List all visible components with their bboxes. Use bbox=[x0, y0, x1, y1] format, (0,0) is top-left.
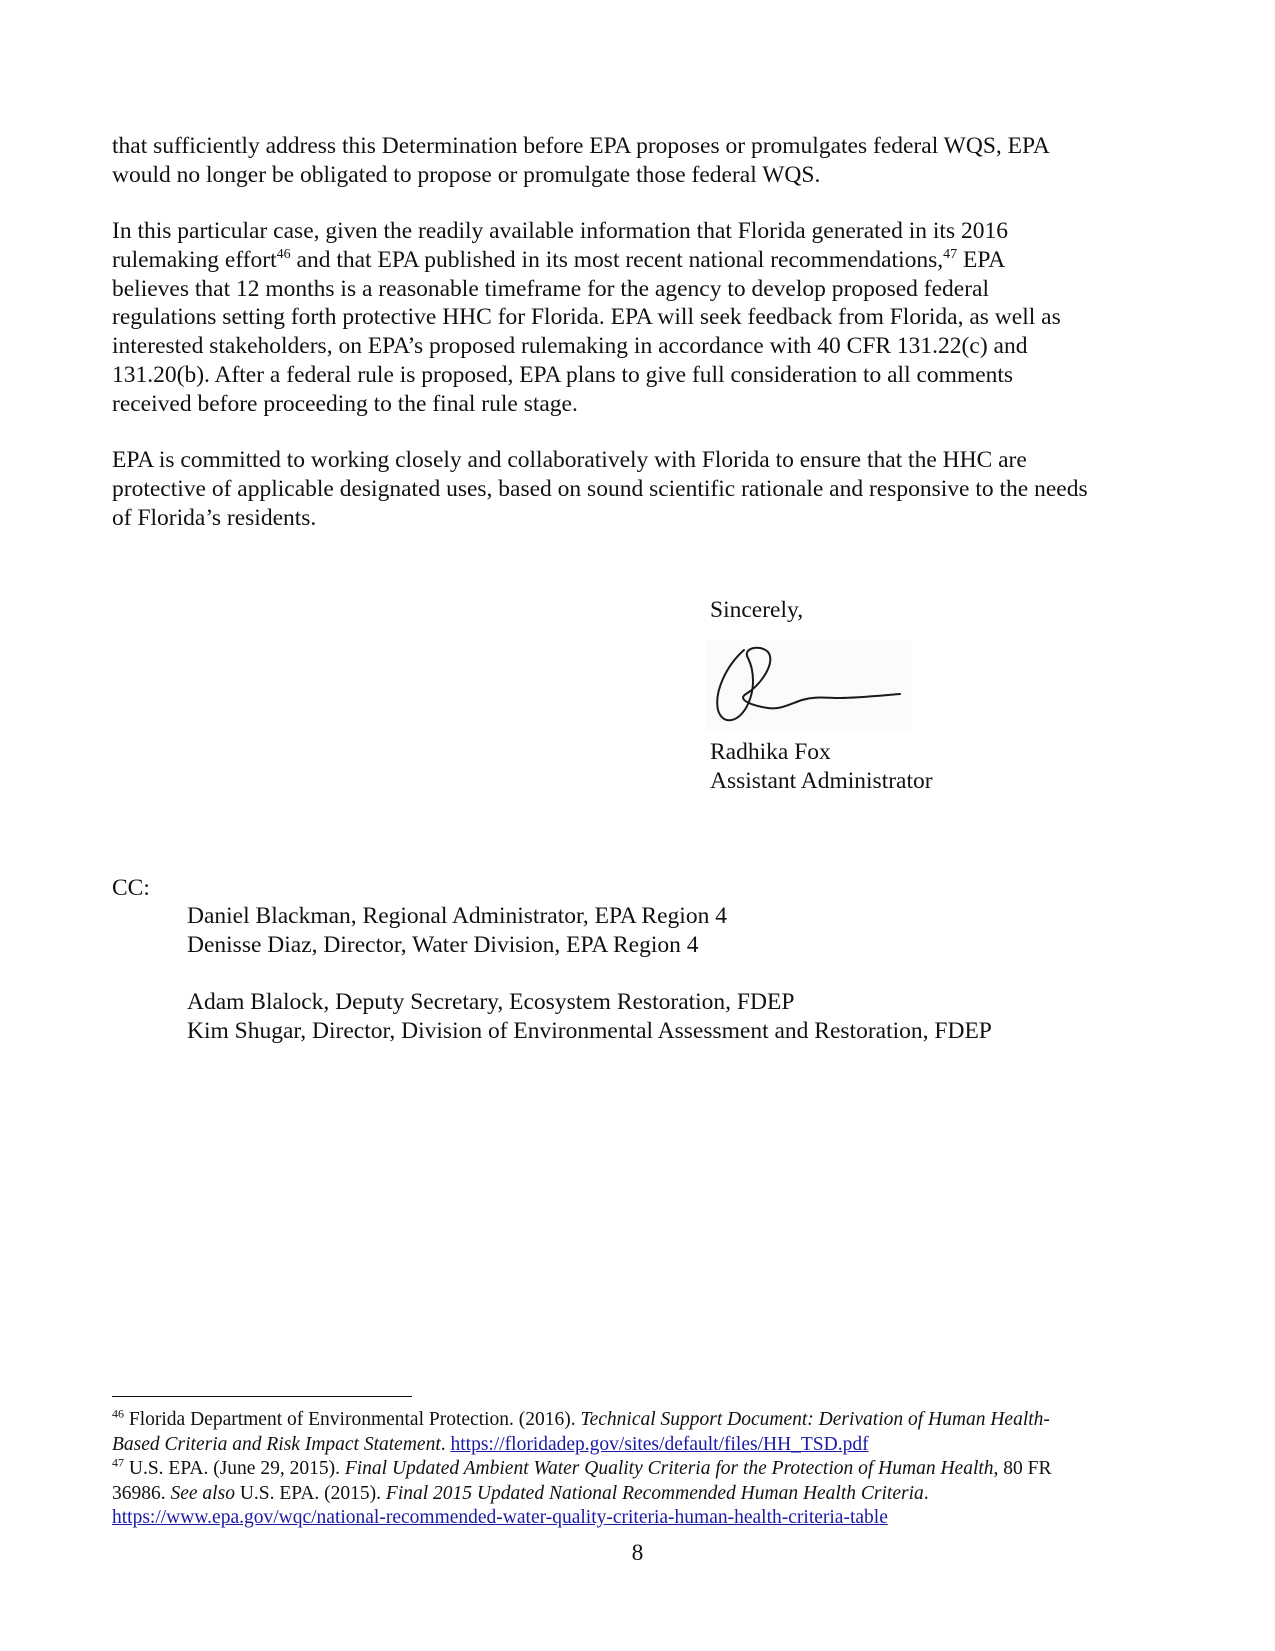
paragraph-continuation bbox=[112, 132, 1172, 190]
footnote-47-line bbox=[112, 1482, 1192, 1507]
text-line: In this particular case, given the readily available information that Florida generated in its 2016 bbox=[112, 218, 1008, 244]
cc-group-fdep bbox=[187, 988, 992, 1046]
cc-label: CC: bbox=[112, 875, 150, 901]
text-line: received before proceeding to the final rule stage. bbox=[112, 390, 578, 417]
footnote-text: U.S. EPA. (June 29, 2015). bbox=[124, 1458, 345, 1479]
text-line: EPA is committed to working closely and collaboratively with Florida to ensure that the HHC are bbox=[112, 447, 1027, 473]
footnote-title: Final 2015 Updated National Recommended Human Health Criteria bbox=[385, 1482, 924, 1504]
footnote-text: , 80 FR bbox=[993, 1458, 1052, 1479]
text-segment: EPA bbox=[957, 246, 1006, 273]
text-line: that sufficiently address this Determination before EPA proposes or promulgates federal WQS, EPA bbox=[112, 133, 1050, 159]
footnote-47-line bbox=[112, 1506, 1192, 1531]
footnote-title: Technical Support Document: Derivation of Human Health- bbox=[580, 1409, 1050, 1430]
cc-recipient: Adam Blalock, Deputy Secretary, Ecosystem Restoration, FDEP bbox=[187, 989, 795, 1015]
text-line bbox=[112, 246, 1172, 275]
page-number: 8 bbox=[631, 1540, 644, 1566]
text-line: protective of applicable designated uses, based on sound scientific rationale and responsive to the needs bbox=[112, 475, 1088, 502]
signatory-title: Assistant Administrator bbox=[710, 767, 933, 794]
text-line: 131.20(b). After a federal rule is proposed, EPA plans to give full consideration to all comments bbox=[112, 361, 1014, 388]
footnote-link[interactable]: https://www.epa.gov/wqc/national-recommended-water-quality-criteria-human-health-criteria-table bbox=[112, 1507, 888, 1528]
signatory-name: Radhika Fox bbox=[710, 739, 831, 765]
footnote-text: Florida Department of Environmental Protection. (2016). bbox=[124, 1409, 581, 1430]
footnote-46-line bbox=[112, 1433, 1192, 1458]
text-line: believes that 12 months is a reasonable timeframe for the agency to develop proposed federal bbox=[112, 275, 990, 302]
text-line: interested stakeholders, on EPA’s proposed rulemaking in accordance with 40 CFR 131.22(c) and bbox=[112, 333, 1028, 360]
footnote-title: Final Updated Ambient Water Quality Criteria for the Protection of Human Health bbox=[344, 1458, 994, 1479]
footnote-46-line bbox=[112, 1408, 1192, 1433]
footnotes bbox=[112, 1408, 1192, 1531]
footnote-ref-46[interactable]: 46 bbox=[276, 246, 291, 262]
text-line: regulations setting forth protective HHC for Florida. EPA will seek feedback from Florida, as well as bbox=[112, 304, 1061, 331]
footnote-47-line bbox=[112, 1457, 1192, 1482]
footnote-text: . bbox=[923, 1482, 929, 1504]
text-segment: rulemaking effort bbox=[112, 246, 277, 273]
footnote-text: U.S. EPA. (2015). bbox=[234, 1482, 386, 1504]
cc-recipient: Daniel Blackman, Regional Administrator, EPA Region 4 bbox=[187, 903, 727, 929]
footnote-see-also: See also bbox=[170, 1482, 235, 1504]
cc-recipient: Kim Shugar, Director, Division of Environmental Assessment and Restoration, FDEP bbox=[187, 1017, 992, 1044]
paragraph-commitment bbox=[112, 446, 1172, 532]
paragraph-timeframe bbox=[112, 217, 1172, 419]
footnote-marker: 47 bbox=[112, 1455, 124, 1470]
footnote-text: 36986. bbox=[112, 1482, 171, 1504]
cc-group-epa bbox=[187, 902, 727, 960]
closing: Sincerely, bbox=[710, 597, 804, 623]
signatory bbox=[710, 738, 933, 796]
footnote-separator bbox=[112, 1396, 412, 1397]
footnote-title: Based Criteria and Risk Impact Statement bbox=[112, 1433, 441, 1455]
text-line: of Florida’s residents. bbox=[112, 504, 317, 531]
text-segment: and that EPA published in its most recent national recommendations, bbox=[290, 246, 944, 273]
signature-image bbox=[706, 640, 912, 732]
footnote-link[interactable]: https://floridadep.gov/sites/default/files/HH_TSD.pdf bbox=[450, 1433, 869, 1455]
cc-recipient: Denisse Diaz, Director, Water Division, EPA Region 4 bbox=[187, 931, 699, 958]
footnote-ref-47[interactable]: 47 bbox=[943, 246, 958, 262]
footnote-marker: 46 bbox=[112, 1406, 124, 1421]
text-line: would no longer be obligated to propose or promulgate those federal WQS. bbox=[112, 161, 821, 188]
footnote-text: . bbox=[440, 1433, 451, 1455]
